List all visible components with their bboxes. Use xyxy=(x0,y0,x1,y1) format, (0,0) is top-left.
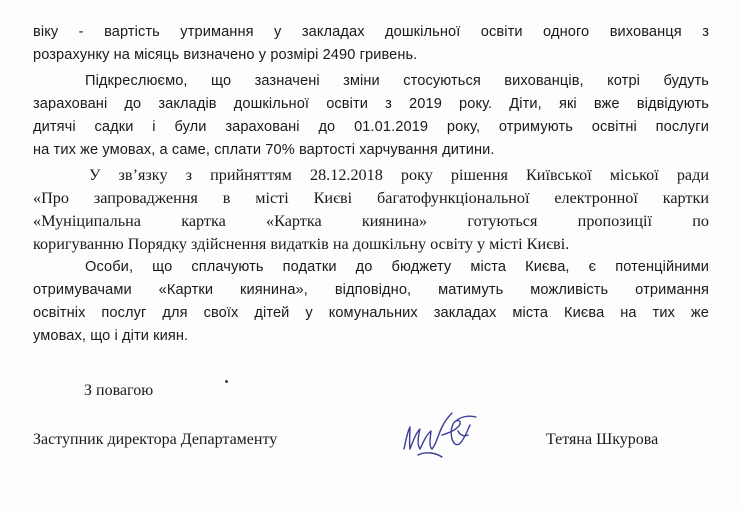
paragraph-3-line-1: У зв’язку з прийняттям 28.12.2018 року рішення Київської міської ради xyxy=(89,166,709,184)
paragraph-3-line-4: коригуванню Порядку здійснення видатків на дошкільну освіту у місті Києві. xyxy=(33,235,570,253)
paragraph-4-line-4: умовах, що і діти киян. xyxy=(33,328,189,344)
signatory-name: Тетяна Шкурова xyxy=(546,431,659,448)
handwritten-signature xyxy=(398,405,490,467)
paragraph-4-line-3: освітніх послуг для своїх дітей у комунальних закладах міста Києва на тих же xyxy=(33,305,709,321)
paragraph-1-line-1: віку - вартість утримання у закладах дошкільної освіти одного вихованця з xyxy=(33,24,709,40)
paragraph-3-line-2: «Про запровадження в місті Києві багатофункціональної електронної картки xyxy=(33,189,709,207)
paragraph-2-line-1: Підкреслюємо, що зазначені зміни стосуються вихованців, котрі будуть xyxy=(85,73,709,89)
paragraph-2-line-4: на тих же умовах, а саме, сплати 70% вартості харчування дитини. xyxy=(33,142,495,158)
salutation: З повагою xyxy=(84,382,154,399)
paragraph-4-line-1: Особи, що сплачують податки до бюджету міста Києва, є потенційними xyxy=(85,259,709,275)
paragraph-3-line-3: «Муніципальна картка «Картка киянина» готуються пропозиції по xyxy=(33,212,709,230)
signatory-position: Заступник директора Департаменту xyxy=(33,431,278,448)
paragraph-2-line-2: зараховані до закладів дошкільної освіти з 2019 року. Діти, які вже відвідують xyxy=(33,96,709,112)
paragraph-4-line-2: отримувачами «Картки киянина», відповідно, матимуть можливість отримання xyxy=(33,282,709,298)
scan-speck xyxy=(225,380,228,383)
paragraph-1-line-2: розрахунку на місяць визначено у розмірі 2490 гривень. xyxy=(33,47,418,63)
paragraph-2-line-3: дитячі садки і були зараховані до 01.01.2019 року, отримують освітні послуги xyxy=(33,119,709,135)
